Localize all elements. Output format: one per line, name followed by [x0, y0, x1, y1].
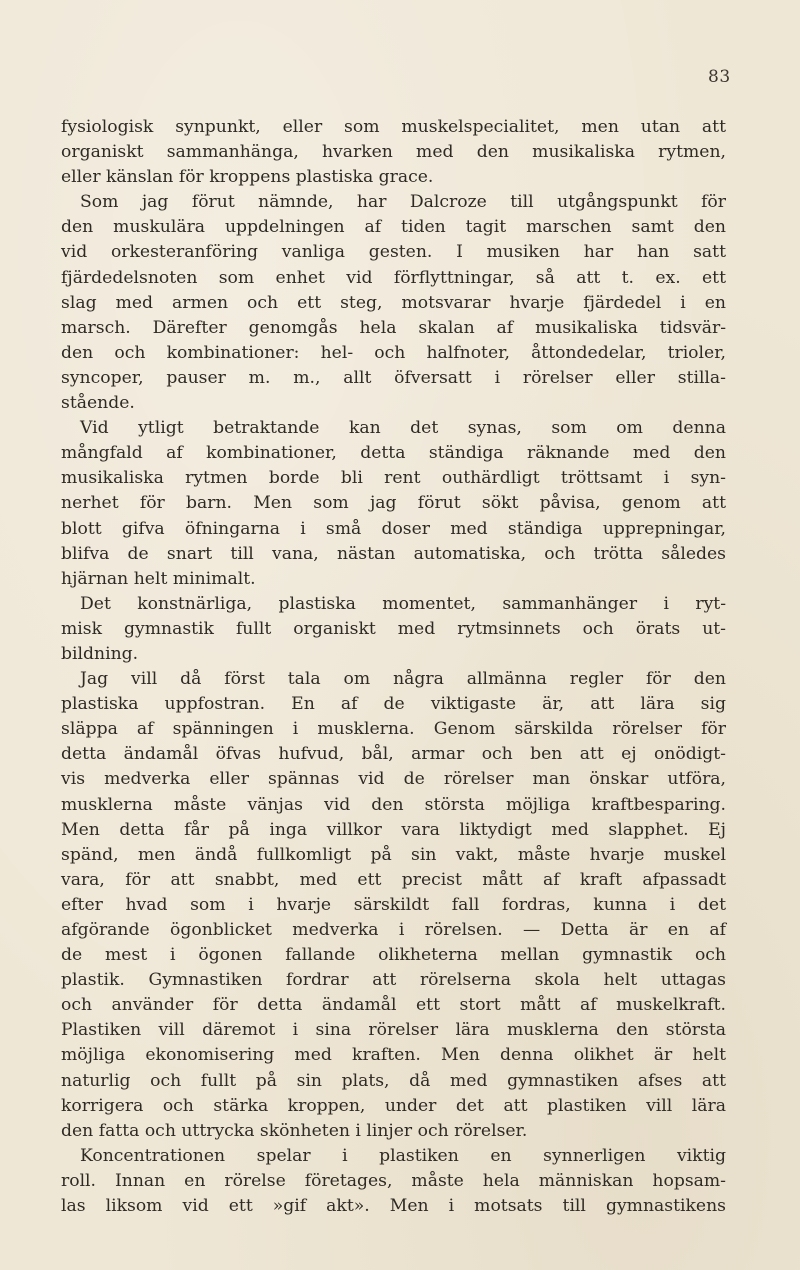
text-line: las liksom vid ett »gif akt». Men i motsats till gymnastikens — [61, 1196, 726, 1217]
text-line: bildning. — [61, 643, 139, 664]
text-line: roll. Innan en rörelse företages, måste hela människan hopsam- — [61, 1170, 726, 1191]
text-line: vis medverka eller spännas vid de rörelser man önskar utföra, — [61, 769, 726, 790]
text-line: och använder för detta ändamål ett stort mått af muskelkraft. — [61, 995, 726, 1016]
text-line: plastiska uppfostran. En af de viktigaste är, att lära sig — [61, 694, 726, 715]
text-line: Det konstnärliga, plastiska momentet, sammanhänger i ryt- — [80, 593, 726, 614]
text-line: den muskulära uppdelningen af tiden tagit marschen samt den — [61, 217, 726, 238]
text-line: mångfald af kombinationer, detta ständiga räknande med den — [61, 443, 726, 464]
text-line: blott gifva öfningarna i små doser med ständiga upprepningar, — [61, 518, 726, 539]
text-line: marsch. Därefter genomgås hela skalan af musikaliska tidsvär- — [61, 317, 726, 338]
text-line: afgörande ögonblicket medverka i rörelsen. — Detta är en af — [61, 920, 726, 940]
text-line: nerhet för barn. Men som jag förut sökt påvisa, genom att — [61, 493, 726, 514]
text-line: efter hvad som i hvarje särskildt fall fordras, kunna i det — [61, 894, 726, 915]
page-number: 83 — [708, 67, 731, 87]
text-line: vid orkesteranföring vanliga gesten. I musiken har han satt — [61, 242, 726, 263]
text-line: släppa af spänningen i musklerna. Genom särskilda rörelser för — [61, 719, 726, 740]
text-line: hjärnan helt minimalt. — [61, 568, 256, 589]
text-line: stående. — [61, 393, 135, 414]
text-line: den fatta och uttrycka skönheten i linjer och rörelser. — [61, 1120, 528, 1141]
text-line: eller känslan för kroppens plastiska grace. — [61, 167, 434, 188]
text-line: slag med armen och ett steg, motsvarar hvarje fjärdedel i en — [61, 292, 726, 313]
text-line: syncoper, pauser m. m., allt öfversatt i rörelser eller stilla- — [61, 367, 726, 388]
text-line: möjliga ekonomisering med kraften. Men denna olikhet är helt — [61, 1045, 726, 1066]
text-line: den och kombinationer: hel- och halfnoter, åttondedelar, trioler, — [61, 342, 726, 363]
text-line: Plastiken vill däremot i sina rörelser lära musklerna den största — [61, 1020, 726, 1041]
text-line: Som jag förut nämnde, har Dalcroze till utgångspunkt för — [80, 192, 726, 213]
text-line: Vid ytligt betraktande kan det synas, som om denna — [80, 418, 726, 439]
text-line: spänd, men ändå fullkomligt på sin vakt, måste hvarje muskel — [61, 844, 726, 865]
text-line: organiskt sammanhänga, hvarken med den musikaliska rytmen, — [61, 142, 726, 163]
text-line: fjärdedelsnoten som enhet vid förflyttningar, så att t. ex. ett — [61, 267, 726, 288]
text-line: misk gymnastik fullt organiskt med rytmsinnets och örats ut- — [61, 618, 726, 639]
text-line: detta ändamål öfvas hufvud, bål, armar och ben att ej onödigt- — [61, 744, 726, 765]
text-line: naturlig och fullt på sin plats, då med gymnastiken afses att — [61, 1070, 726, 1091]
text-line: Koncentrationen spelar i plastiken en synnerligen viktig — [80, 1145, 726, 1166]
body-text — [61, 115, 726, 1219]
text-line: musklerna måste vänjas vid den största möjliga kraftbesparing. — [61, 794, 726, 815]
text-line: fysiologisk synpunkt, eller som muskelspecialitet, men utan att — [61, 117, 726, 137]
text-line: Men detta får på inga villkor vara liktydigt med slapphet. Ej — [61, 819, 726, 840]
text-line: musikaliska rytmen borde bli rent outhärdligt tröttsamt i syn- — [61, 468, 726, 489]
text-line: korrigera och stärka kroppen, under det att plastiken vill lära — [61, 1095, 726, 1116]
text-line: blifva de snart till vana, nästan automatiska, och trötta således — [61, 543, 726, 564]
text-line: Jag vill då först tala om några allmänna regler för den — [80, 669, 726, 690]
text-line: de mest i ögonen fallande olikheterna mellan gymnastik och — [61, 945, 726, 966]
text-line: plastik. Gymnastiken fordrar att rörelserna skola helt uttagas — [61, 970, 726, 991]
text-line: vara, för att snabbt, med ett precist mått af kraft afpassadt — [61, 869, 726, 890]
